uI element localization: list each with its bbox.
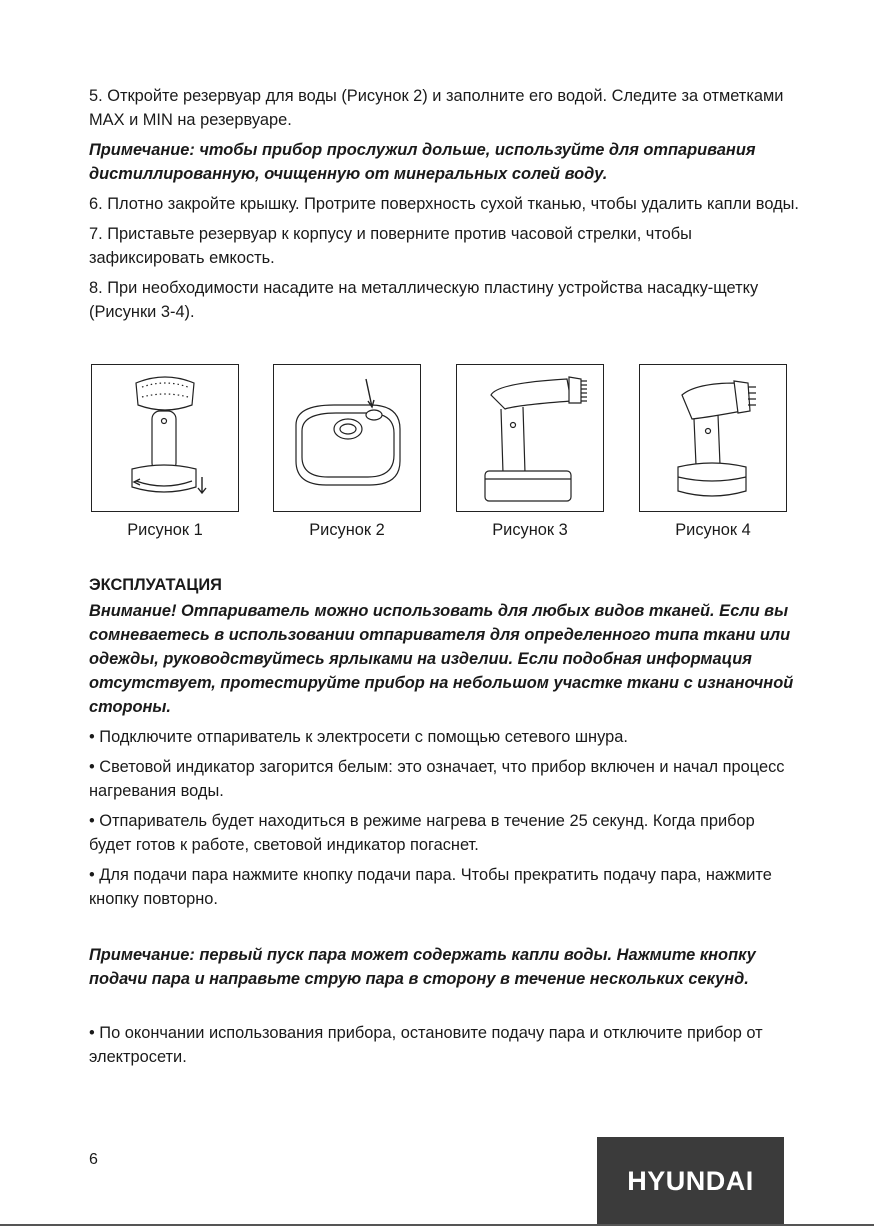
note-first-steam: Примечание: первый пуск пара может содержать капли воды. Нажмите кнопку подачи пара и направьте струю пара в сторону в течение нескольких секунд.	[89, 946, 756, 988]
figure-4	[639, 364, 787, 540]
figure-3-caption: Рисунок 3	[492, 521, 568, 539]
step-5: 5. Откройте резервуар для воды (Рисунок 2) и заполните его водой. Следите за отметками MAX и MIN на резервуаре.	[89, 87, 784, 129]
operation-section	[89, 573, 801, 1069]
figure-2-illustration	[273, 364, 421, 512]
figure-1-caption: Рисунок 1	[127, 521, 203, 539]
operation-heading: ЭКСПЛУАТАЦИЯ	[89, 576, 222, 594]
note-distilled-water: Примечание: чтобы прибор прослужил дольше, используйте для отпаривания дистиллированную, очищенную от минеральных солей воду.	[89, 141, 756, 183]
figure-3-illustration	[456, 364, 604, 512]
bullet-finish: • По окончании использования прибора, остановите подачу пара и отключите прибор от электросети.	[89, 1024, 763, 1066]
figure-2-caption: Рисунок 2	[309, 521, 385, 539]
bullet-indicator: • Световой индикатор загорится белым: это означает, что прибор включен и начал процесс нагревания воды.	[89, 758, 785, 800]
figure-2	[273, 364, 421, 540]
bullet-connect: • Подключите отпариватель к электросети с помощью сетевого шнура.	[89, 728, 628, 746]
figure-1	[91, 364, 239, 540]
figures-row	[91, 364, 781, 554]
figure-4-caption: Рисунок 4	[675, 521, 751, 539]
figure-4-illustration	[639, 364, 787, 512]
step-7: 7. Приставьте резервуар к корпусу и поверните против часовой стрелки, чтобы зафиксировать емкость.	[89, 225, 692, 267]
instructions-top	[89, 84, 801, 330]
step-8: 8. При необходимости насадите на металлическую пластину устройства насадку-щетку (Рисунки 3-4).	[89, 279, 759, 321]
bullet-steam: • Для подачи пара нажмите кнопку подачи пара. Чтобы прекратить подачу пара, нажмите кнопку повторно.	[89, 866, 772, 908]
figure-3	[456, 364, 604, 540]
figure-1-illustration	[91, 364, 239, 512]
operation-warning: Внимание! Отпариватель можно использовать для любых видов тканей. Если вы сомневаетесь в использовании отпаривателя для определенного типа ткани или одежды, руководствуйтесь ярлыками на изделии. Если подобная информация отсутствует, протестируйте прибор на небольшом участке ткани с изнаночной стороны.	[89, 602, 794, 716]
page-number: 6	[89, 1151, 98, 1168]
hyundai-logo: HYUNDAI	[597, 1137, 784, 1226]
step-6: 6. Плотно закройте крышку. Протрите поверхность сухой тканью, чтобы удалить капли воды.	[89, 195, 799, 213]
bullet-heating: • Отпариватель будет находиться в режиме нагрева в течение 25 секунд. Когда прибор будет готов к работе, световой индикатор погаснет.	[89, 812, 755, 854]
